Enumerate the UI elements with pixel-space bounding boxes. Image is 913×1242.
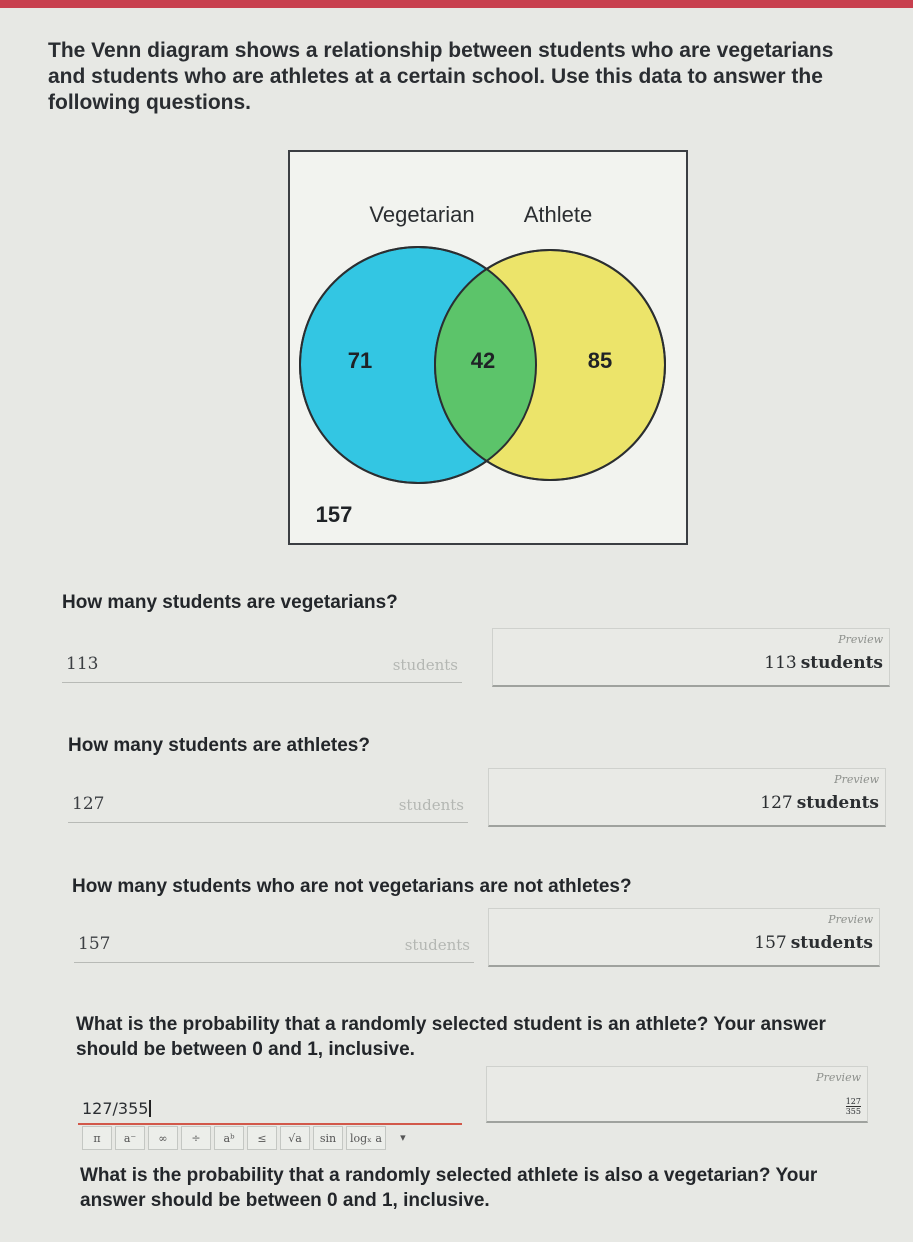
chevron-down-icon[interactable]: ▾: [400, 1130, 406, 1144]
power-button[interactable]: aᵇ: [214, 1126, 244, 1150]
preview-value: 113 students: [764, 653, 883, 673]
log-button[interactable]: logₓ a: [346, 1126, 386, 1150]
question-probability-vegetarian-given-athlete: What is the probability that a randomly selected athlete is also a vegetarian? Your answer should be between 0 and 1, inclusive.: [80, 1165, 818, 1211]
question-athletes: How many students are athletes?: [68, 735, 370, 756]
preview-value: 157 students: [754, 933, 873, 953]
vegetarians-answer-input[interactable]: [62, 632, 462, 683]
text-cursor: [149, 1100, 151, 1117]
preview-box: [486, 1066, 868, 1123]
unit-label: students: [404, 936, 470, 954]
unit-label: students: [398, 796, 464, 814]
venn-diagram: [288, 150, 688, 545]
sin-button[interactable]: sin: [313, 1126, 343, 1150]
answer-value: 113: [66, 654, 99, 674]
pi-button[interactable]: π: [82, 1126, 112, 1150]
question-neither: How many students who are not vegetarians are not athletes?: [72, 876, 632, 897]
preview-fraction: $\frac{127}{355}$: [845, 1097, 861, 1116]
vegetarian-only-count: 71: [347, 348, 373, 373]
preview-label: Preview: [828, 913, 873, 926]
athletes-answer-input[interactable]: [68, 772, 468, 823]
unit-label: students: [392, 656, 458, 674]
infinity-button[interactable]: ∞: [148, 1126, 178, 1150]
top-accent-bar: [0, 0, 913, 8]
vegetarian-label: Vegetarian: [369, 202, 475, 227]
answer-value: 157: [78, 934, 111, 954]
less-equal-button[interactable]: ≤: [247, 1126, 277, 1150]
both-count: 42: [470, 348, 496, 373]
negative-exponent-button[interactable]: a⁻: [115, 1126, 145, 1150]
preview-box: [488, 768, 886, 827]
question-vegetarians: How many students are vegetarians?: [62, 592, 398, 613]
preview-box: [488, 908, 880, 967]
answer-value: 127: [72, 794, 105, 814]
preview-label: Preview: [834, 773, 879, 786]
answer-row-athletes: [68, 772, 888, 824]
answer-value: 127/355: [82, 1099, 151, 1118]
neither-answer-input[interactable]: [74, 912, 474, 963]
probability-athlete-input[interactable]: [78, 1083, 462, 1125]
answer-row-vegetarians: [62, 632, 892, 684]
preview-box: [492, 628, 890, 687]
neither-count: 157: [315, 502, 353, 527]
answer-row-neither: [74, 912, 884, 964]
math-toolbar: [82, 1126, 417, 1150]
intro-text: The Venn diagram shows a relationship between students who are vegetarians and students who are athletes at a certain school. Use this data to answer the following questions.: [48, 39, 834, 114]
athlete-label: Athlete: [523, 202, 593, 227]
fraction-button[interactable]: ÷: [181, 1126, 211, 1150]
preview-label: Preview: [816, 1071, 861, 1084]
question-probability-athlete: What is the probability that a randomly selected student is an athlete? Your answer should be between 0 and 1, inclusive.: [76, 1014, 826, 1060]
athlete-only-count: 85: [587, 348, 613, 373]
sqrt-button[interactable]: √a: [280, 1126, 310, 1150]
preview-value: 127 students: [760, 793, 879, 813]
preview-label: Preview: [838, 633, 883, 646]
